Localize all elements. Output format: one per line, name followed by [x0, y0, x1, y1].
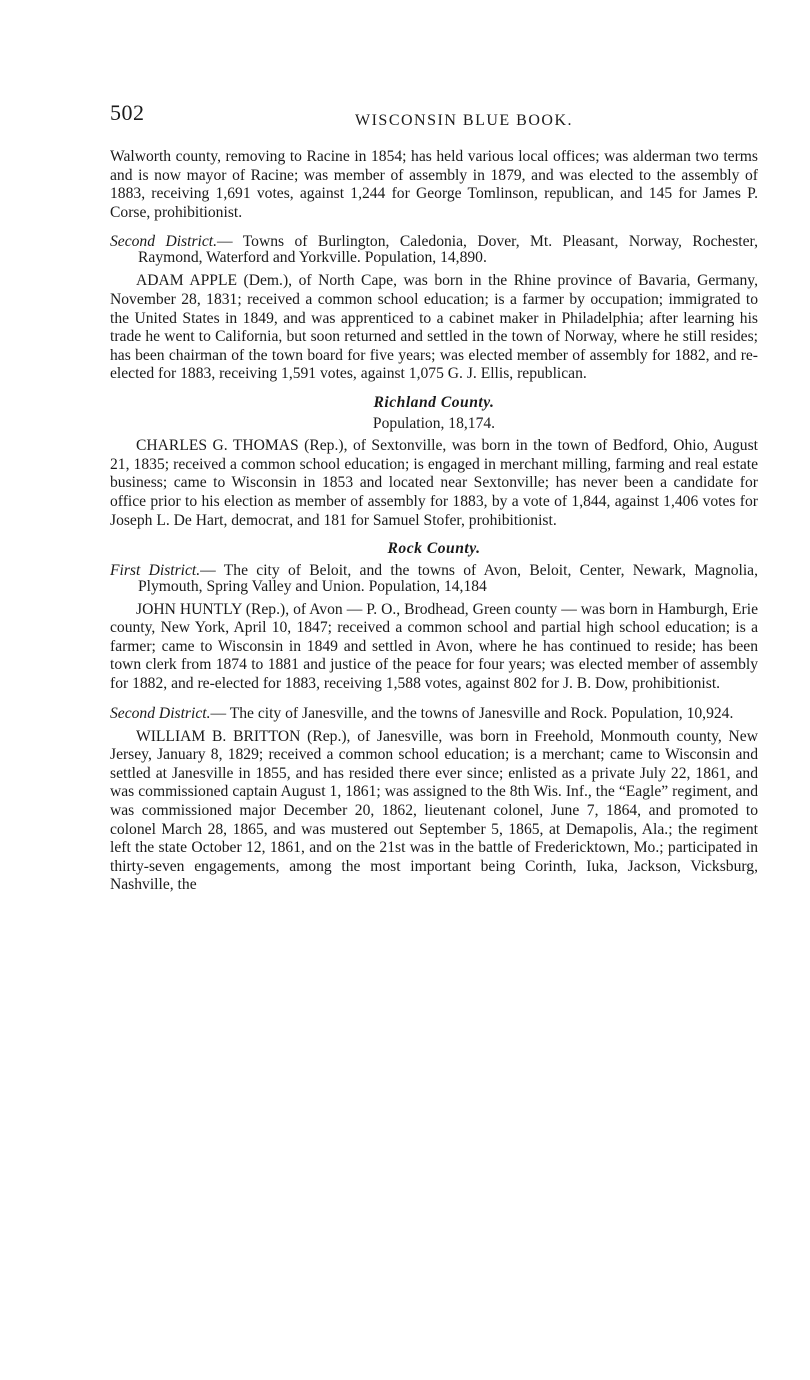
district-label: Second District.	[110, 704, 211, 722]
page-body	[110, 148, 758, 895]
continued-biography-paragraph: Walworth county, removing to Racine in 1854; has held various local offices; was alderman two terms and is now mayor of Racine; was member of assembly in 1879, and was elected to the assembly of 1883, receiving 1,691 votes, against 1,244 for George Tomlinson, republican, and 145 for James P. Corse, prohibitionist.	[110, 148, 758, 221]
county-population-richland: Population, 18,174.	[372, 414, 496, 432]
county-heading-richland: Richland County.	[373, 393, 495, 411]
district-label: Second District.	[110, 233, 217, 251]
district-text: — The city of Beloit, and the towns of Avon, Beloit, Center, Newark, Magnolia, Plymouth, Spring Valley and Union. Population, 14,184	[138, 561, 758, 595]
running-title: WISCONSIN BLUE BOOK.	[355, 112, 573, 129]
biography-charles-thomas: CHARLES G. THOMAS (Rep.), of Sextonville, was born in the town of Bedford, Ohio, August 21, 1835; received a common school education; is engaged in merchant milling, farming and real estate business; came to Wisconsin in 1853 and located near Sextonville; has never been a candidate for office prior to his election as member of assembly for 1883, by a vote of 1,844, against 1,406 votes for Joseph L. De Hart, democrat, and 181 for Samuel Stofer, prohibitionist.	[110, 437, 758, 529]
biography-john-huntly: JOHN HUNTLY (Rep.), of Avon — P. O., Brodhead, Green county — was born in Hamburgh, Erie county, New York, April 10, 1847; received a common school and partial high school education; is a farmer; came to Wisconsin in 1849 and settled in Avon, where he has continued to reside; has been town clerk from 1874 to 1881 and justice of the peace for four years; was elected member of assembly for 1882, and re-elected for 1883, receiving 1,588 votes, against 802 for J. B. Dow, prohibitionist.	[110, 600, 758, 693]
page-header	[110, 100, 758, 140]
district-description-racine-second	[110, 234, 758, 266]
district-text: — Towns of Burlington, Caledonia, Dover, Mt. Pleasant, Norway, Rochester, Raymond, Waterford and Yorkville. Population, 14,890.	[138, 233, 758, 267]
district-text: — The city of Janesville, and the towns of Janesville and Rock. Population, 10,924.	[210, 704, 734, 722]
district-description-rock-first	[110, 563, 758, 595]
district-label: First District.	[110, 561, 201, 579]
district-description-rock-second	[110, 706, 758, 722]
page-number: 502	[110, 100, 145, 125]
biography-william-britton: WILLIAM B. BRITTON (Rep.), of Janesville, was born in Freehold, Monmouth county, New Jersey, January 8, 1829; received a common school education; is a merchant; came to Wisconsin and settled at Janesville in 1855, and has resided there ever since; enlisted as a private July 22, 1861, and was commissioned captain August 1, 1861; was assigned to the 8th Wis. Inf., the “Eagle” regiment, and was commissioned major December 20, 1862, lieutenant colonel, June 7, 1864, and promoted to colonel March 28, 1865, and was mustered out September 5, 1865, at Demapolis, Ala.; the regiment left the state October 12, 1861, and on the 21st was in the battle of Fredericktown, Mo.; participated in thirty-seven engagements, among the most important being Corinth, Iuka, Jackson, Vicksburg, Nashville, the	[110, 727, 758, 894]
county-heading-rock: Rock County.	[387, 540, 481, 558]
biography-adam-apple: ADAM APPLE (Dem.), of North Cape, was born in the Rhine province of Bavaria, Germany, November 28, 1831; received a common school education; is a farmer by occupation; immigrated to the United States in 1849, and was apprenticed to a cabinet maker in Philadelphia; after learning his trade he went to California, but soon returned and settled in the town of Norway, where he still resides; has been chairman of the town board for five years; was elected member of assembly for 1882, and re-elected for 1883, receiving 1,591 votes, against 1,075 G. J. Ellis, republican.	[110, 272, 758, 383]
